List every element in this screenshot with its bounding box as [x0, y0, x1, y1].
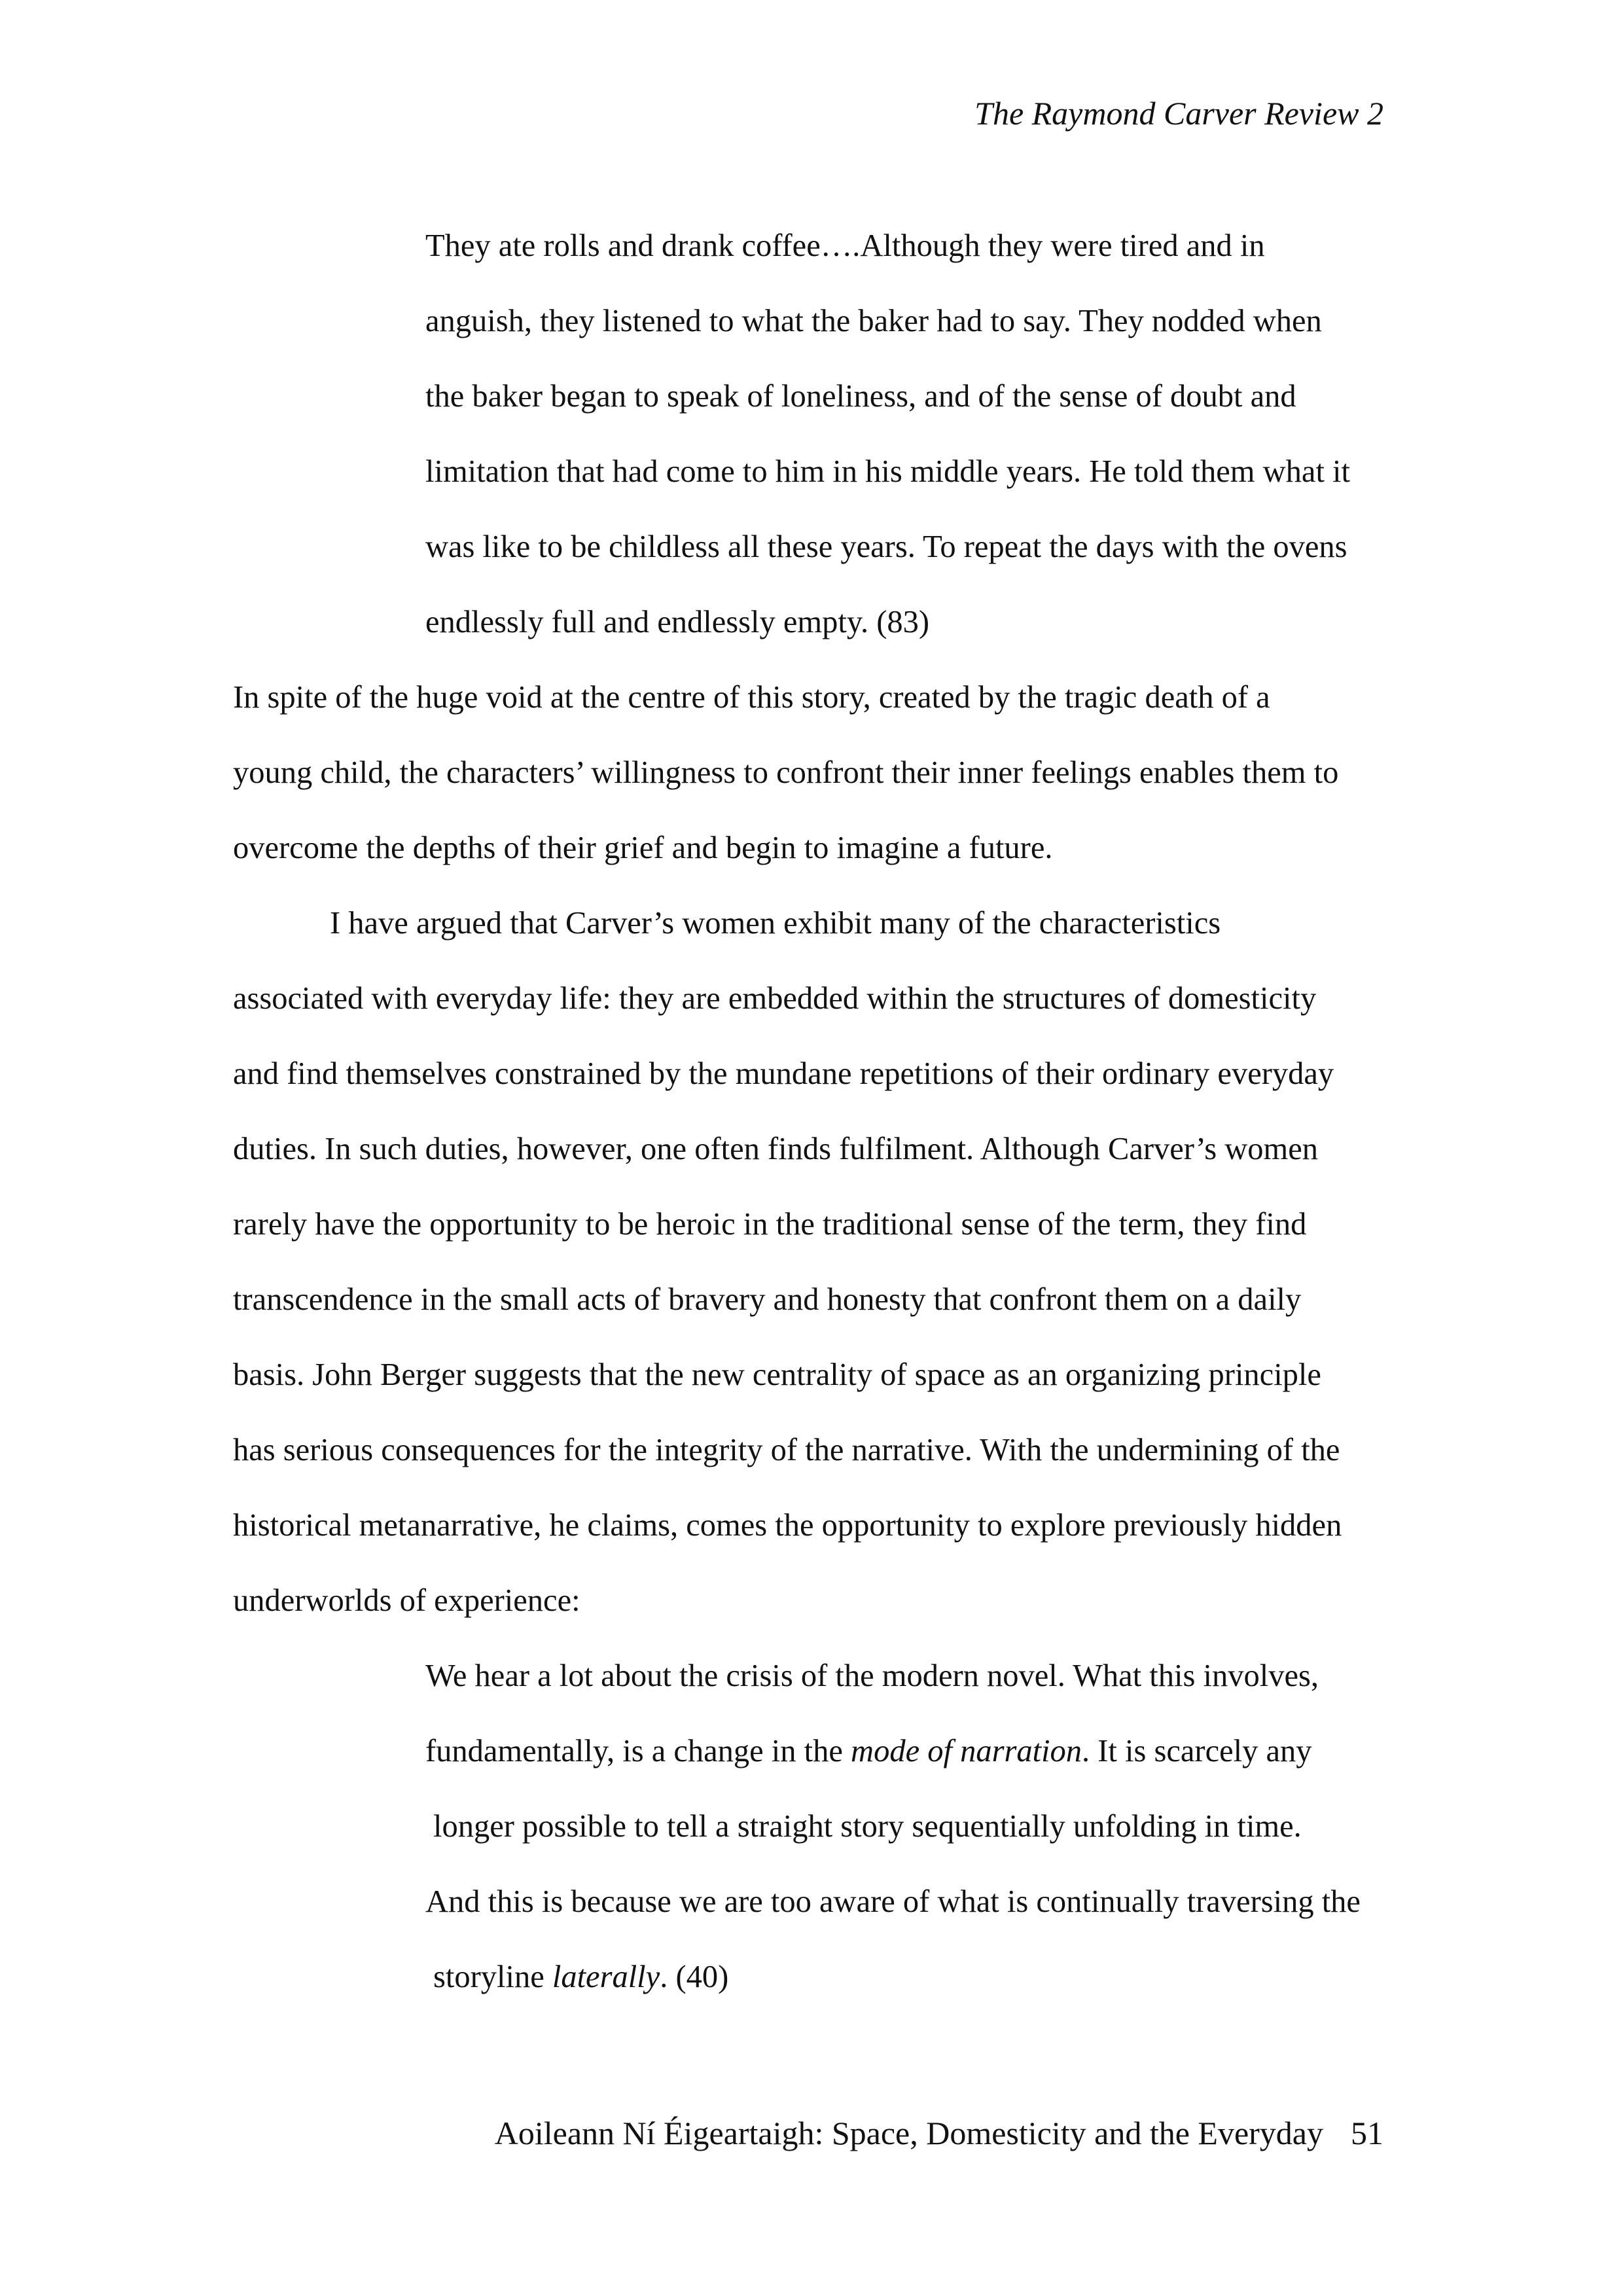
page-body [233, 208, 1398, 2015]
paragraph-line: overcome the depths of their grief and begin to imagine a future. [233, 831, 1053, 865]
quote-line [233, 1713, 1398, 1789]
quote-text: storyline [433, 1960, 552, 1994]
paragraph-line: historical metanarrative, he claims, comes the opportunity to explore previously hidden [233, 1508, 1342, 1543]
paragraph-void [233, 660, 1398, 886]
quote-line: endlessly full and endlessly empty. (83) [425, 605, 930, 639]
quote-line: They ate rolls and drank coffee….Although they were tired and in [425, 228, 1265, 263]
paragraph-line: has serious consequences for the integrity of the narrative. With the undermining of the [233, 1433, 1340, 1467]
paragraph-line: associated with everyday life: they are embedded within the structures of domesticity [233, 981, 1317, 1016]
paragraph-line: underworlds of experience: [233, 1583, 580, 1618]
quote-line: And this is because we are too aware of what is continually traversing the [425, 1884, 1361, 1919]
quote-line: anguish, they listened to what the baker had to say. They nodded when [425, 304, 1322, 338]
journal-title: The Raymond Carver Review 2 [974, 95, 1383, 132]
footer-title: Aoileann Ní Éigeartaigh: Space, Domesticity and the Everyday [494, 2115, 1323, 2151]
paragraph-carvers-women [233, 886, 1398, 1638]
quote-line [233, 1939, 1398, 2015]
quote-line: was like to be childless all these years. To repeat the days with the ovens [425, 529, 1347, 564]
quote-emphasis: laterally [552, 1960, 660, 1994]
paragraph-line: and find themselves constrained by the mundane repetitions of their ordinary everyday [233, 1056, 1334, 1091]
paragraph-line: I have argued that Carver’s women exhibit many of the characteristics [330, 906, 1221, 941]
paragraph-line: In spite of the huge void at the centre of this story, created by the tragic death of a [233, 680, 1270, 715]
block-quote-berger [233, 1638, 1398, 2015]
quote-line: limitation that had come to him in his middle years. He told them what it [425, 454, 1350, 489]
paragraph-line: basis. John Berger suggests that the new centrality of space as an organizing principle [233, 1357, 1321, 1392]
running-footer [495, 2117, 1383, 2149]
quote-line: longer possible to tell a straight story sequentially unfolding in time. [433, 1809, 1302, 1844]
quote-line: the baker began to speak of loneliness, and of the sense of doubt and [425, 379, 1296, 414]
quote-text: . (40) [660, 1960, 729, 1994]
quote-text: fundamentally, is a change in the [425, 1734, 851, 1768]
page-number: 51 [1351, 2115, 1383, 2151]
block-quote-baker [233, 208, 1398, 660]
quote-line: We hear a lot about the crisis of the modern novel. What this involves, [425, 1659, 1319, 1693]
paragraph-line: rarely have the opportunity to be heroic in the traditional sense of the term, they find [233, 1207, 1307, 1242]
paragraph-line: young child, the characters’ willingness to confront their inner feelings enables them to [233, 755, 1339, 790]
paragraph-line: transcendence in the small acts of bravery and honesty that confront them on a daily [233, 1282, 1302, 1317]
quote-emphasis: mode of narration [851, 1734, 1082, 1768]
quote-text: . It is scarcely any [1082, 1734, 1312, 1768]
running-header [974, 97, 1383, 130]
paragraph-line: duties. In such duties, however, one often finds fulfilment. Although Carver’s women [233, 1132, 1318, 1166]
